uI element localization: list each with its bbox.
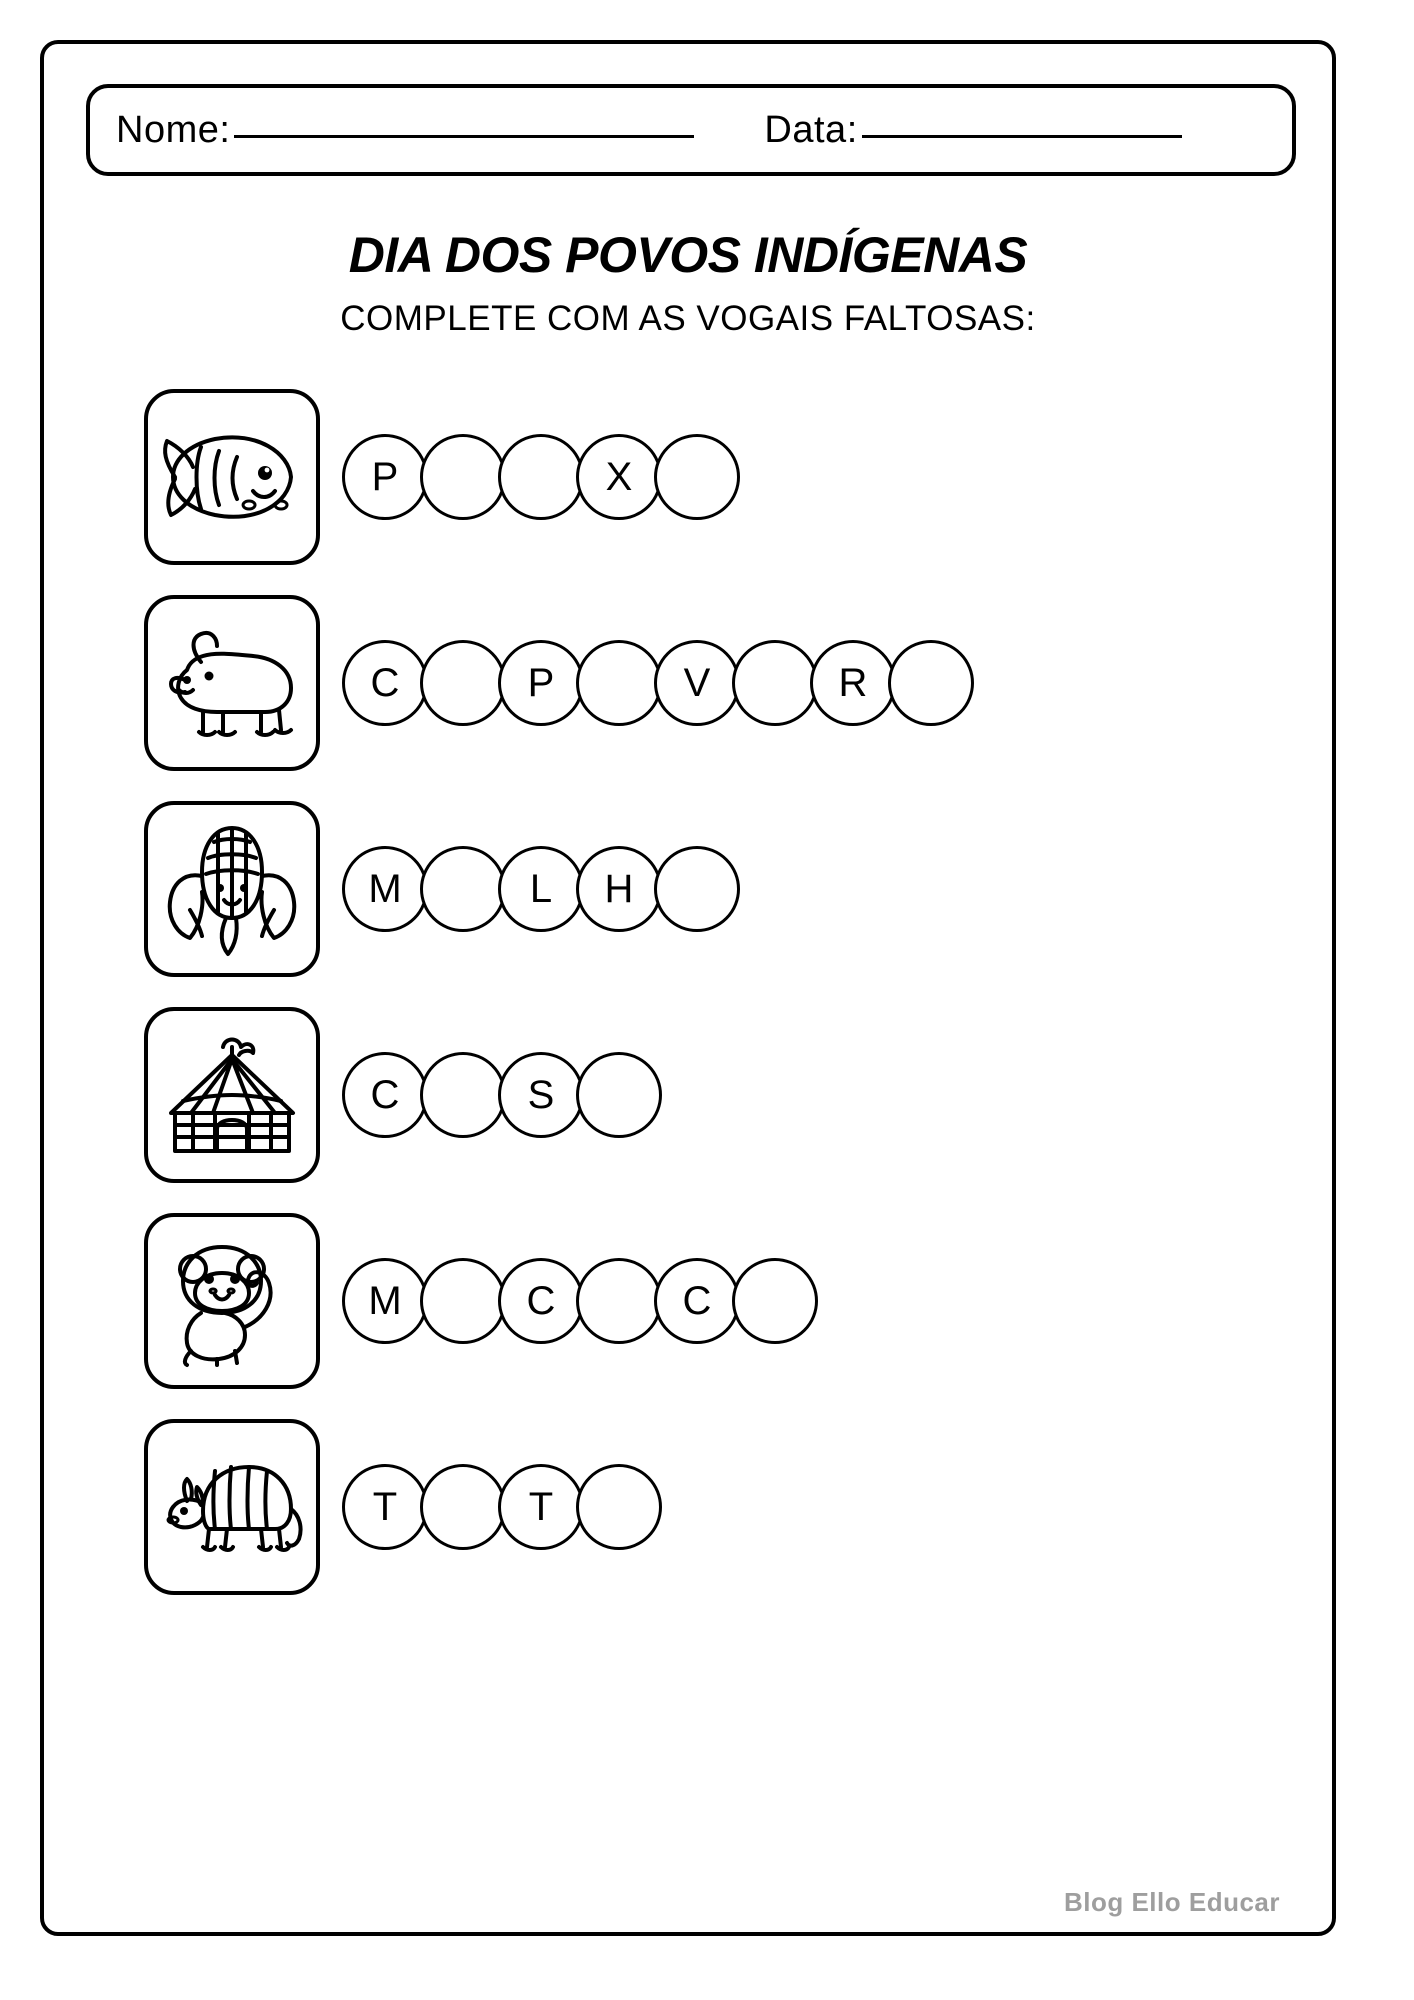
letter-slot[interactable] bbox=[420, 1052, 506, 1138]
date-field[interactable] bbox=[764, 109, 1181, 152]
name-label: Nome: bbox=[116, 108, 231, 151]
exercise-row bbox=[44, 1404, 1332, 1610]
letter-slot[interactable]: R bbox=[810, 640, 896, 726]
letter-slots bbox=[342, 1052, 654, 1138]
letter-slot[interactable]: X bbox=[576, 434, 662, 520]
capybara-icon bbox=[144, 595, 320, 771]
letter-slot[interactable]: V bbox=[654, 640, 740, 726]
letter-slot[interactable] bbox=[576, 1258, 662, 1344]
letter-slot[interactable]: C bbox=[342, 640, 428, 726]
letter-slot[interactable] bbox=[420, 640, 506, 726]
letter-slots bbox=[342, 1258, 810, 1344]
letter-slot[interactable] bbox=[576, 1464, 662, 1550]
letter-slot[interactable] bbox=[498, 434, 584, 520]
letter-slot[interactable] bbox=[420, 1464, 506, 1550]
letter-slot[interactable]: C bbox=[498, 1258, 584, 1344]
student-info-box bbox=[86, 84, 1296, 176]
exercise-row bbox=[44, 992, 1332, 1198]
page-title: DIA DOS POVOS INDÍGENAS bbox=[348, 227, 1028, 283]
date-label: Data: bbox=[764, 108, 858, 151]
name-field[interactable] bbox=[116, 109, 694, 152]
letter-slot[interactable]: C bbox=[654, 1258, 740, 1344]
exercise-list bbox=[44, 374, 1332, 1610]
letter-slots bbox=[342, 1464, 654, 1550]
letter-slot[interactable]: S bbox=[498, 1052, 584, 1138]
letter-slot[interactable]: H bbox=[576, 846, 662, 932]
letter-slot[interactable]: M bbox=[342, 846, 428, 932]
letter-slot[interactable]: C bbox=[342, 1052, 428, 1138]
date-write-line[interactable] bbox=[862, 134, 1182, 138]
letter-slot[interactable]: L bbox=[498, 846, 584, 932]
letter-slot[interactable] bbox=[576, 1052, 662, 1138]
letter-slot[interactable]: P bbox=[342, 434, 428, 520]
letter-slot[interactable] bbox=[732, 1258, 818, 1344]
letter-slots bbox=[342, 434, 732, 520]
letter-slot[interactable] bbox=[654, 846, 740, 932]
letter-slot[interactable]: T bbox=[342, 1464, 428, 1550]
exercise-row bbox=[44, 580, 1332, 786]
letter-slot[interactable] bbox=[888, 640, 974, 726]
corn-icon bbox=[144, 801, 320, 977]
hut-icon bbox=[144, 1007, 320, 1183]
letter-slot[interactable] bbox=[420, 1258, 506, 1344]
letter-slot[interactable] bbox=[732, 640, 818, 726]
exercise-row bbox=[44, 786, 1332, 992]
letter-slot[interactable] bbox=[420, 846, 506, 932]
letter-slot[interactable]: P bbox=[498, 640, 584, 726]
letter-slots bbox=[342, 846, 732, 932]
blog-watermark: Blog Ello Educar bbox=[1063, 1887, 1280, 1917]
letter-slot[interactable] bbox=[576, 640, 662, 726]
exercise-row bbox=[44, 374, 1332, 580]
armadillo-icon bbox=[144, 1419, 320, 1595]
letter-slot[interactable] bbox=[420, 434, 506, 520]
exercise-row bbox=[44, 1198, 1332, 1404]
letter-slots bbox=[342, 640, 966, 726]
name-write-line[interactable] bbox=[234, 134, 694, 138]
page-subtitle: COMPLETE COM AS VOGAIS FALTOSAS: bbox=[340, 299, 1036, 338]
fish-icon bbox=[144, 389, 320, 565]
monkey-icon bbox=[144, 1213, 320, 1389]
letter-slot[interactable]: T bbox=[498, 1464, 584, 1550]
worksheet-page bbox=[40, 40, 1336, 1936]
letter-slot[interactable] bbox=[654, 434, 740, 520]
letter-slot[interactable]: M bbox=[342, 1258, 428, 1344]
